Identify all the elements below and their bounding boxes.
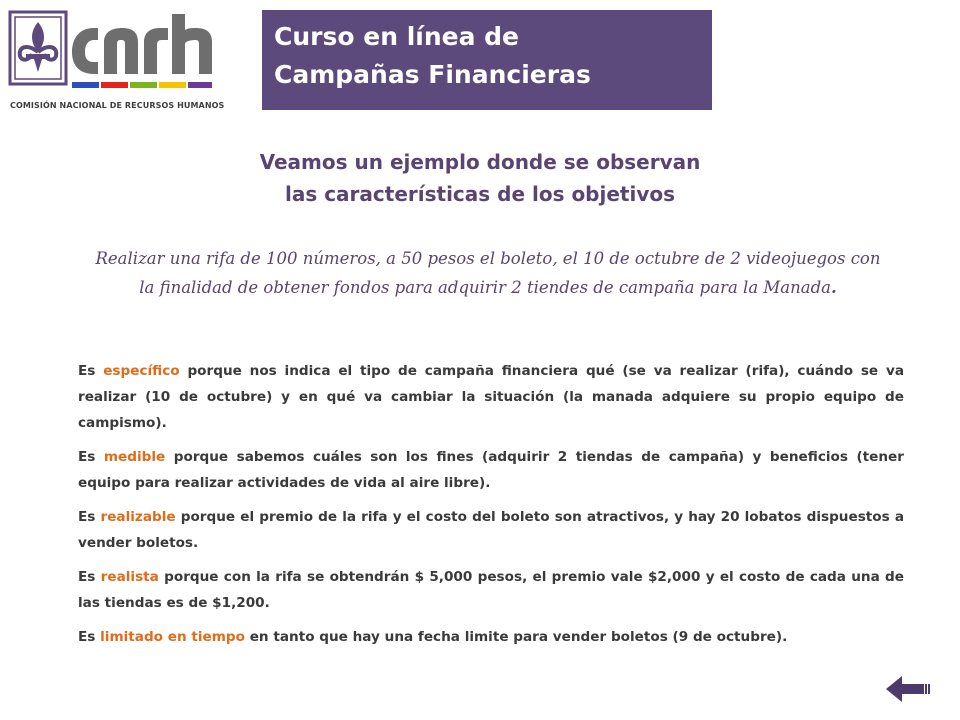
point-realizable xyxy=(78,504,904,556)
heading-line-2: las características de los objetivos xyxy=(284,182,676,206)
point-text: porque el premio de la rifa y el costo del boleto son atractivos, y hay 20 lobatos dispuestos a vender boletos. xyxy=(78,509,904,551)
point-text: porque sabemos cuáles son los fines (adquirir 2 tiendas de campaña) y beneficios (tener equipo para realizar actividades de vida al aire libre). xyxy=(78,449,904,491)
point-prefix: Es xyxy=(78,569,101,585)
point-medible xyxy=(78,444,904,496)
point-text: porque con la rifa se obtendrán $ 5,000 pesos, el premio vale $2,000 y el costo de cada una de las tiendas es de $1,200. xyxy=(78,569,904,611)
point-text: porque nos indica el tipo de campaña financiera qué (se va realizar (rifa), cuándo se va realizar (10 de octubre) y en qué va cambiar la situación (la manada adquiere su propio equipo de campismo). xyxy=(78,363,904,431)
example-end: . xyxy=(831,278,837,297)
section-heading xyxy=(0,146,960,210)
point-keyword: limitado en tiempo xyxy=(100,629,245,645)
point-realista xyxy=(78,564,904,616)
point-especifico xyxy=(78,358,904,436)
fleur-de-lis-emblem xyxy=(8,8,236,98)
point-prefix: Es xyxy=(78,449,104,465)
point-keyword: medible xyxy=(103,449,166,465)
course-title-line-1: Curso en línea de xyxy=(274,22,520,51)
characteristics-list xyxy=(78,358,904,658)
cnrh-logo xyxy=(8,8,236,116)
back-button[interactable] xyxy=(884,672,932,706)
example-objective xyxy=(88,244,888,302)
point-limitado xyxy=(78,624,904,650)
point-prefix: Es xyxy=(78,363,104,379)
point-keyword: realista xyxy=(100,569,159,585)
point-keyword: específico xyxy=(103,363,180,379)
heading-line-1: Veamos un ejemplo donde se observan xyxy=(259,150,701,174)
course-title-line-2: Campañas Financieras xyxy=(274,60,591,89)
point-text: en tanto que hay una fecha limite para vender boletos (9 de octubre). xyxy=(244,629,788,645)
course-title-banner xyxy=(262,10,712,110)
back-arrow-icon xyxy=(884,672,932,706)
point-keyword: realizable xyxy=(100,509,176,525)
example-text: Realizar una rifa de 100 números, a 50 pesos el boleto, el 10 de octubre de 2 videojuegos con la finalidad de obtener fondos para adquirir 2 tiendes de campaña para la Manada xyxy=(95,249,881,297)
point-prefix: Es xyxy=(78,629,101,645)
logo-caption: COMISIÓN NACIONAL DE RECURSOS HUMANOS xyxy=(10,101,225,110)
point-prefix: Es xyxy=(78,509,101,525)
